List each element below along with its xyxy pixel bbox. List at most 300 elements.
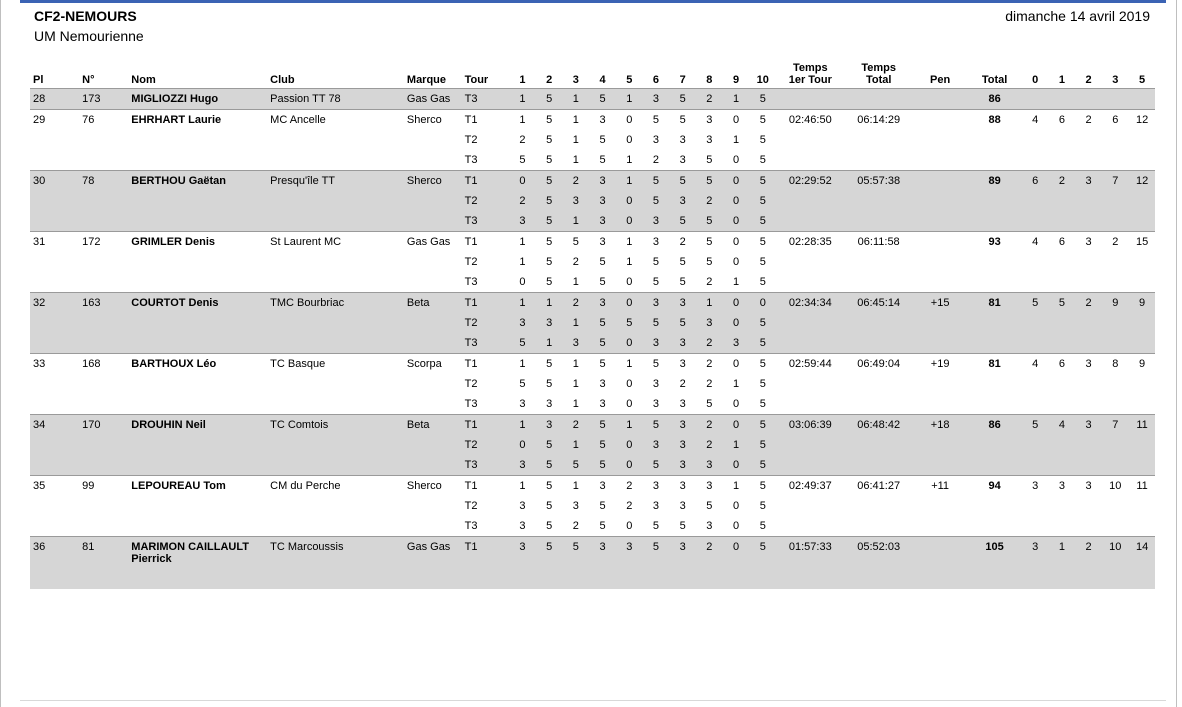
score-count-cell (1128, 252, 1155, 272)
section-score-cell: 5 (599, 256, 606, 268)
total-time-cell (844, 394, 912, 415)
club-cell (267, 374, 404, 394)
section-score-cell: 5 (509, 333, 536, 354)
section-score-cell: 5 (679, 520, 686, 532)
lap-cell: T2 (464, 256, 478, 268)
score-count-cell (1128, 130, 1155, 150)
section-score-cell: 5 (749, 537, 776, 590)
section-score-cell: 3 (642, 89, 669, 110)
score-count-cell (1101, 130, 1128, 150)
section-score-cell: 5 (546, 134, 553, 146)
header-tempsT-line2: Total (865, 74, 892, 86)
rank-cell (30, 150, 79, 171)
section-score-cell: 5 (669, 211, 696, 232)
results-table (30, 62, 1155, 589)
section-score-cell: 5 (749, 313, 776, 333)
section-score-cell: 1 (615, 171, 642, 192)
score-count-cell (1075, 313, 1102, 333)
header-section-7: 7 (669, 62, 696, 89)
section-score-cell: 5 (535, 476, 562, 497)
section-score-cell: 3 (642, 293, 669, 314)
section-score-cell: 5 (749, 89, 776, 110)
penalty-cell (912, 89, 966, 110)
section-score-cell: 2 (562, 293, 589, 314)
penalty-cell (912, 232, 966, 253)
header-temps-total (844, 62, 912, 89)
section-score-cell: 5 (669, 313, 696, 333)
section-score-cell: 5 (599, 154, 606, 166)
section-score-cell: 0 (722, 293, 749, 314)
section-score-cell: 5 (535, 89, 562, 110)
bib-number-cell: 76 (79, 110, 128, 131)
page-right-edge (1176, 0, 1177, 707)
header-rule (20, 0, 1166, 3)
score-count-cell (1101, 374, 1128, 394)
bib-number-cell (79, 516, 128, 537)
rider-name-cell (128, 333, 267, 354)
section-score-cell: 3 (589, 211, 616, 232)
score-count-cell (1101, 89, 1128, 110)
first-lap-time-cell (776, 130, 844, 150)
score-count-cell: 12 (1128, 171, 1155, 192)
total-time-cell (844, 313, 912, 333)
rider-name-cell (128, 496, 267, 516)
club-cell (267, 435, 404, 455)
total-time-cell (844, 130, 912, 150)
club-cell: Passion TT 78 (267, 89, 404, 110)
score-count-cell: 10 (1101, 537, 1128, 590)
total-points-cell (967, 150, 1021, 171)
section-score-cell: 5 (519, 378, 526, 390)
score-count-cell (1048, 252, 1075, 272)
lap-cell: T3 (464, 276, 478, 288)
section-score-cell: 0 (519, 276, 526, 288)
bib-number-cell: 172 (79, 232, 128, 253)
section-score-cell: 3 (706, 134, 713, 146)
section-score-cell: 0 (722, 232, 749, 253)
section-score-cell: 3 (669, 476, 696, 497)
section-score-cell: 5 (615, 313, 642, 333)
section-score-cell: 2 (706, 378, 713, 390)
table-row (30, 313, 1155, 333)
lap-cell: T2 (464, 500, 478, 512)
score-count-cell (1101, 150, 1128, 171)
lap-cell: T3 (464, 520, 478, 532)
section-score-cell: 0 (509, 171, 536, 192)
brand-cell: Sherco (404, 110, 462, 131)
penalty-cell: +11 (912, 476, 966, 497)
first-lap-time-cell: 02:59:44 (776, 354, 844, 375)
score-count-cell (1021, 150, 1048, 171)
lap-cell: T3 (462, 211, 509, 232)
score-count-cell: 4 (1048, 415, 1075, 436)
club-cell: TMC Bourbriac (267, 293, 404, 314)
section-score-cell: 5 (669, 89, 696, 110)
first-lap-time-cell (776, 374, 844, 394)
score-count-cell: 4 (1021, 232, 1048, 253)
table-row (30, 272, 1155, 293)
organizer-name: UM Nemourienne (34, 28, 144, 44)
section-score-cell: 5 (642, 354, 669, 375)
section-score-cell: 1 (509, 354, 536, 375)
bib-number-cell (79, 252, 128, 272)
section-score-cell: 1 (509, 110, 536, 131)
score-count-cell (1075, 272, 1102, 293)
section-score-cell: 5 (652, 520, 660, 532)
rank-cell: 31 (30, 232, 79, 253)
brand-cell: Beta (404, 293, 462, 314)
table-row (30, 455, 1155, 476)
section-score-cell: 2 (626, 500, 633, 512)
club-cell (267, 150, 404, 171)
lap-cell: T1 (462, 232, 509, 253)
lap-cell: T3 (462, 89, 509, 110)
total-points-cell: 105 (967, 537, 1021, 590)
club-cell (267, 252, 404, 272)
rider-name-cell (128, 211, 267, 232)
total-time-cell: 06:45:14 (844, 293, 912, 314)
section-score-cell: 0 (722, 191, 749, 211)
rank-cell: 32 (30, 293, 79, 314)
total-points-cell: 88 (967, 110, 1021, 131)
lap-cell: T3 (462, 333, 509, 354)
penalty-cell (912, 374, 966, 394)
score-count-cell: 9 (1101, 293, 1128, 314)
section-score-cell: 1 (562, 435, 589, 455)
bib-number-cell: 99 (79, 476, 128, 497)
section-score-cell: 5 (669, 171, 696, 192)
section-score-cell: 5 (679, 276, 686, 288)
score-count-cell (1101, 252, 1128, 272)
score-count-cell: 11 (1128, 415, 1155, 436)
section-score-cell: 5 (535, 435, 562, 455)
event-title: CF2-NEMOURS (34, 8, 137, 24)
section-score-cell: 2 (696, 435, 723, 455)
bib-number-cell (79, 455, 128, 476)
penalty-cell (912, 130, 966, 150)
rank-cell (30, 313, 79, 333)
brand-cell (404, 496, 462, 516)
lap-cell: T3 (464, 398, 478, 410)
first-lap-time-cell (776, 435, 844, 455)
score-count-cell (1128, 313, 1155, 333)
section-score-cell: 2 (572, 256, 579, 268)
rider-name-cell (128, 150, 267, 171)
first-lap-time-cell (776, 211, 844, 232)
section-score-cell: 5 (759, 154, 766, 166)
section-score-cell: 3 (669, 537, 696, 590)
first-lap-time-cell: 02:29:52 (776, 171, 844, 192)
section-score-cell: 3 (669, 354, 696, 375)
section-score-cell: 5 (759, 276, 766, 288)
header-marque: Marque (404, 62, 462, 89)
section-score-cell: 5 (759, 256, 766, 268)
table-row (30, 252, 1155, 272)
score-count-cell: 5 (1021, 415, 1048, 436)
table-row (30, 537, 1155, 590)
score-count-cell (1075, 89, 1102, 110)
lap-cell: T2 (462, 435, 509, 455)
section-score-cell: 5 (759, 398, 766, 410)
section-score-cell: 2 (696, 191, 723, 211)
score-count-cell (1021, 191, 1048, 211)
score-count-cell: 10 (1101, 476, 1128, 497)
score-count-cell (1128, 455, 1155, 476)
section-score-cell: 3 (535, 313, 562, 333)
score-count-cell (1128, 89, 1155, 110)
section-score-cell: 5 (759, 378, 766, 390)
first-lap-time-cell (776, 394, 844, 415)
score-count-cell: 2 (1075, 110, 1102, 131)
header-section-4: 4 (589, 62, 616, 89)
header-count-0: 0 (1021, 62, 1048, 89)
section-score-cell: 5 (546, 154, 553, 166)
brand-cell: Scorpa (404, 354, 462, 375)
total-time-cell (844, 435, 912, 455)
table-row (30, 232, 1155, 253)
lap-cell: T1 (462, 110, 509, 131)
score-count-cell (1128, 272, 1155, 293)
section-score-cell: 1 (509, 232, 536, 253)
score-count-cell (1101, 211, 1128, 232)
score-count-cell: 3 (1048, 476, 1075, 497)
total-points-cell (967, 130, 1021, 150)
brand-cell: Gas Gas (404, 232, 462, 253)
section-score-cell: 5 (535, 191, 562, 211)
score-count-cell: 3 (1075, 354, 1102, 375)
header-club: Club (267, 62, 404, 89)
section-score-cell: 3 (535, 415, 562, 436)
score-count-cell: 3 (1021, 476, 1048, 497)
section-score-cell: 5 (749, 455, 776, 476)
table-row (30, 476, 1155, 497)
bib-number-cell: 173 (79, 89, 128, 110)
first-lap-time-cell (776, 150, 844, 171)
club-cell: CM du Perche (267, 476, 404, 497)
section-score-cell: 1 (572, 154, 579, 166)
section-score-cell: 5 (589, 415, 616, 436)
section-score-cell: 5 (546, 500, 553, 512)
section-score-cell: 5 (749, 354, 776, 375)
section-score-cell: 3 (642, 211, 669, 232)
section-score-cell: 5 (749, 333, 776, 354)
section-score-cell: 3 (546, 398, 553, 410)
lap-cell: T1 (462, 171, 509, 192)
penalty-cell (912, 252, 966, 272)
section-score-cell: 5 (535, 455, 562, 476)
header-section-1: 1 (509, 62, 536, 89)
section-score-cell: 5 (642, 313, 669, 333)
penalty-cell (912, 394, 966, 415)
score-count-cell (1048, 374, 1075, 394)
score-count-cell: 14 (1128, 537, 1155, 590)
score-count-cell: 3 (1075, 171, 1102, 192)
section-score-cell: 1 (535, 333, 562, 354)
event-date: dimanche 14 avril 2019 (1005, 8, 1150, 24)
section-score-cell: 3 (669, 415, 696, 436)
score-count-cell: 11 (1128, 476, 1155, 497)
rank-cell (30, 333, 79, 354)
section-score-cell: 1 (509, 293, 536, 314)
section-score-cell: 0 (722, 171, 749, 192)
total-points-cell (967, 272, 1021, 293)
total-time-cell: 06:48:42 (844, 415, 912, 436)
brand-cell: Sherco (404, 476, 462, 497)
bib-number-cell: 163 (79, 293, 128, 314)
section-score-cell: 5 (706, 398, 713, 410)
header-count-5: 5 (1128, 62, 1155, 89)
score-count-cell: 15 (1128, 232, 1155, 253)
club-cell (267, 313, 404, 333)
lap-cell: T1 (462, 476, 509, 497)
club-cell: St Laurent MC (267, 232, 404, 253)
section-score-cell: 5 (749, 171, 776, 192)
section-score-cell: 5 (535, 211, 562, 232)
brand-cell (404, 313, 462, 333)
club-cell: Presqu'île TT (267, 171, 404, 192)
section-score-cell: 2 (562, 415, 589, 436)
section-score-cell: 3 (509, 313, 536, 333)
rider-name-cell (128, 435, 267, 455)
header-temps1-line1: Temps (792, 62, 828, 74)
total-points-cell (967, 333, 1021, 354)
total-points-cell: 93 (967, 232, 1021, 253)
section-score-cell: 3 (652, 500, 660, 512)
club-cell (267, 211, 404, 232)
rank-cell (30, 191, 79, 211)
section-score-cell: 5 (706, 154, 713, 166)
total-points-cell (967, 211, 1021, 232)
total-points-cell (967, 435, 1021, 455)
table-row (30, 191, 1155, 211)
section-score-cell: 1 (572, 134, 579, 146)
score-count-cell (1048, 496, 1075, 516)
score-count-cell (1101, 455, 1128, 476)
total-time-cell: 06:41:27 (844, 476, 912, 497)
rank-cell (30, 252, 79, 272)
rank-cell: 34 (30, 415, 79, 436)
section-score-cell: 1 (615, 354, 642, 375)
section-score-cell: 2 (706, 276, 713, 288)
section-score-cell: 5 (599, 134, 606, 146)
score-count-cell: 3 (1075, 232, 1102, 253)
section-score-cell: 2 (615, 476, 642, 497)
rider-name-cell (128, 394, 267, 415)
section-score-cell: 1 (626, 154, 633, 166)
section-score-cell: 5 (749, 232, 776, 253)
section-score-cell: 3 (589, 293, 616, 314)
section-score-cell: 0 (722, 415, 749, 436)
bib-number-cell (79, 394, 128, 415)
score-count-cell (1048, 455, 1075, 476)
brand-cell (404, 252, 462, 272)
section-score-cell: 5 (535, 354, 562, 375)
total-time-cell (844, 150, 912, 171)
section-score-cell: 0 (626, 398, 633, 410)
section-score-cell: 3 (615, 537, 642, 590)
score-count-cell: 6 (1048, 354, 1075, 375)
rank-cell (30, 374, 79, 394)
score-count-cell (1048, 394, 1075, 415)
section-score-cell: 1 (626, 256, 633, 268)
score-count-cell (1048, 516, 1075, 537)
total-points-cell (967, 496, 1021, 516)
score-count-cell (1021, 516, 1048, 537)
section-score-cell: 1 (696, 293, 723, 314)
score-count-cell: 12 (1128, 110, 1155, 131)
score-count-cell: 3 (1021, 537, 1048, 590)
rank-cell (30, 455, 79, 476)
section-score-cell: 3 (669, 191, 696, 211)
section-score-cell: 5 (642, 191, 669, 211)
score-count-cell (1075, 333, 1102, 354)
first-lap-time-cell: 02:34:34 (776, 293, 844, 314)
total-time-cell: 06:14:29 (844, 110, 912, 131)
score-count-cell (1021, 89, 1048, 110)
score-count-cell (1128, 435, 1155, 455)
penalty-cell (912, 171, 966, 192)
section-score-cell: 3 (669, 333, 696, 354)
bib-number-cell (79, 435, 128, 455)
club-cell: TC Comtois (267, 415, 404, 436)
header-section-9: 9 (722, 62, 749, 89)
section-score-cell: 0 (626, 520, 633, 532)
section-score-cell: 0 (733, 500, 740, 512)
club-cell (267, 455, 404, 476)
score-count-cell (1021, 313, 1048, 333)
lap-cell: T3 (462, 455, 509, 476)
rider-name-cell (128, 516, 267, 537)
table-row (30, 211, 1155, 232)
section-score-cell: 5 (589, 455, 616, 476)
section-score-cell: 5 (589, 313, 616, 333)
section-score-cell: 0 (733, 154, 740, 166)
table-row (30, 516, 1155, 537)
section-score-cell: 3 (599, 398, 606, 410)
section-score-cell: 2 (509, 191, 536, 211)
total-time-cell (844, 191, 912, 211)
score-count-cell (1021, 435, 1048, 455)
score-count-cell (1101, 272, 1128, 293)
score-count-cell (1048, 191, 1075, 211)
section-score-cell: 0 (615, 211, 642, 232)
rank-cell: 35 (30, 476, 79, 497)
section-score-cell: 3 (652, 378, 660, 390)
brand-cell (404, 374, 462, 394)
total-time-cell (844, 374, 912, 394)
section-score-cell: 1 (562, 110, 589, 131)
section-score-cell: 5 (535, 537, 562, 590)
header-section-2: 2 (535, 62, 562, 89)
score-count-cell (1101, 313, 1128, 333)
section-score-cell: 2 (519, 134, 526, 146)
section-score-cell: 5 (696, 232, 723, 253)
section-score-cell: 3 (589, 232, 616, 253)
score-count-cell (1021, 211, 1048, 232)
section-score-cell: 0 (722, 455, 749, 476)
score-count-cell (1128, 150, 1155, 171)
score-count-cell (1128, 394, 1155, 415)
first-lap-time-cell (776, 252, 844, 272)
lap-cell: T1 (462, 293, 509, 314)
table-row (30, 435, 1155, 455)
section-score-cell: 5 (519, 154, 526, 166)
score-count-cell (1048, 130, 1075, 150)
brand-cell (404, 455, 462, 476)
section-score-cell: 5 (749, 110, 776, 131)
score-count-cell: 6 (1048, 110, 1075, 131)
first-lap-time-cell (776, 455, 844, 476)
